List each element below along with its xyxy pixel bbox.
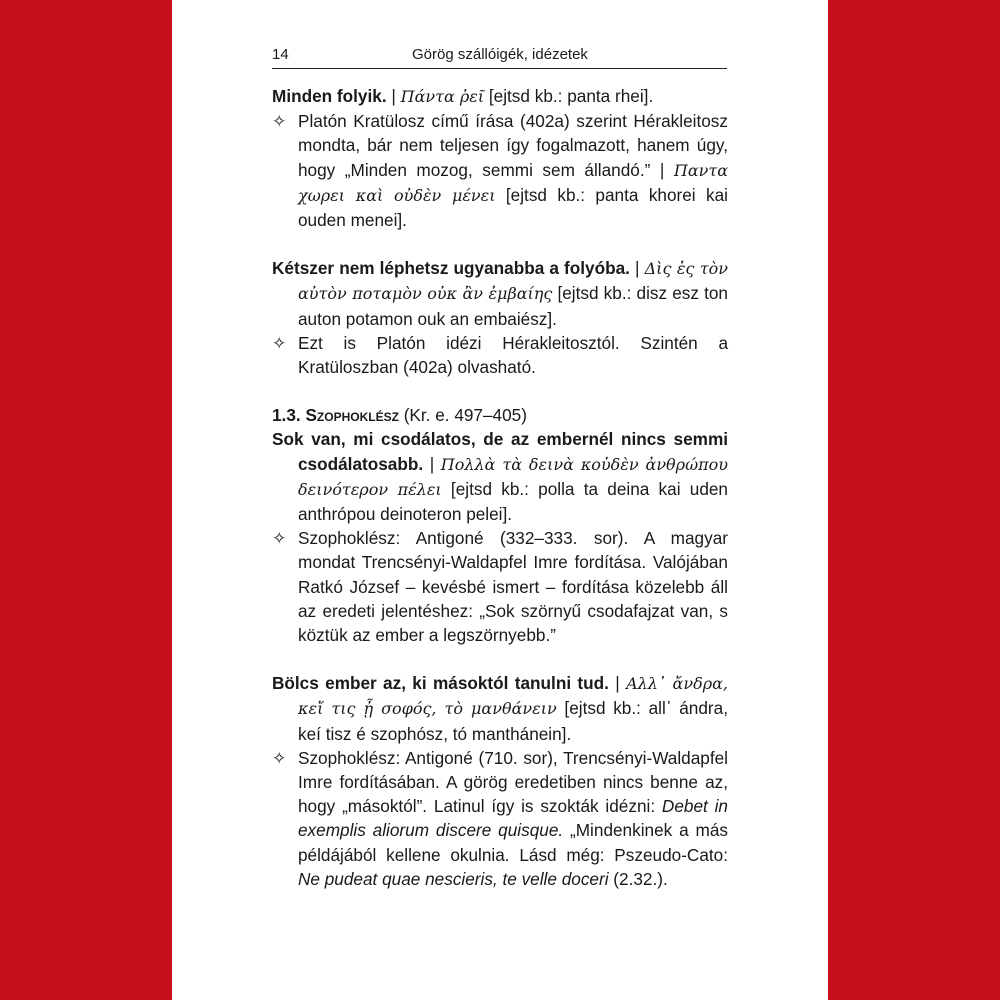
quote-headword: Kétszer nem léphetsz ugyanabba a folyóba. bbox=[272, 258, 630, 279]
note: ✧ Szophoklész: Antigoné (710. sor), Trencsényi-Waldapfel Imre fordításában. A görög eredetiben nincs benne az, hogy „másoktól”. Latinul így is szokták idézni: Debet in exemplis aliorum discere quisque. „Mindenkinek a más példájából kellene okulnia. Lásd még: Pszeudo-Cato: Ne pudeat quae nescieris, te velle doceri (2.32.). bbox=[272, 747, 728, 889]
entry-ketszer: Kétszer nem léphetsz ugyanabba a folyóba. | Δὶς ἐς τὸν αὐτὸν ποταμὸν οὐκ ἂν ἐμβαίης [ejtsd kb.: disz esz ton auton potamon ouk an embaiész]. ✧ Ezt is Platón idézi Hérakleitosztól. Szintén a Kratüloszban (402a) olvasható. bbox=[272, 256, 728, 379]
entry-bolcs-ember: Bölcs ember az, ki másoktól tanulni tud. | Αλλ᾽ ἄνδρα, κεἴ τις ᾖ σοφός, τὸ μανθάνειν [ejtsd kb.: all᾽ ándra, keí tisz é szophósz, tó manthánein]. ✧ Szophoklész: Antigoné (710. sor), Trencsényi-Waldapfel Imre fordításában. A görög eredetiben nincs benne az, hogy „másoktól”. Latinul így is szokták idézni: Debet in exemplis aliorum discere quisque. „Mindenkinek a más példájából kellene okulnia. Lásd még: Pszeudo-Cato: Ne pudeat quae nescieris, te velle doceri (2.32.). bbox=[272, 671, 728, 891]
greek-text: Αλλ᾽ ἄνδρα, κεἴ τις ᾖ σοφός, τὸ μανθάνειν bbox=[298, 674, 729, 719]
sparkle-icon: ✧ bbox=[272, 747, 287, 768]
transliteration: [ejtsd kb.: disz esz ton auton potamon ouk an embaiész]. bbox=[298, 283, 728, 329]
quote-headword: Bölcs ember az, ki másoktól tanulni tud. bbox=[272, 673, 609, 694]
book-page bbox=[172, 0, 828, 1000]
quote-headword: Sok van, mi csodálatos, de az embernél nincs semmi csodálatosabb. bbox=[272, 429, 728, 474]
greek-text: Πολλὰ τὰ δεινὰ κοὐδὲν ἀνθρώπου δεινότερον πέλει bbox=[298, 454, 728, 499]
quote-headword: Minden folyik. bbox=[272, 86, 387, 106]
page-content bbox=[272, 84, 728, 915]
running-head bbox=[272, 46, 727, 69]
page-number: 14 bbox=[272, 46, 289, 63]
section-heading: 1.3. Szophoklész (Kr. e. 497–405) bbox=[272, 405, 527, 426]
transliteration: [ejtsd kb.: panta rhei]. bbox=[484, 86, 654, 106]
transliteration: [ejtsd kb.: polla ta deina kai uden anthrópou deinoteron pelei]. bbox=[298, 478, 728, 525]
note: ✧ Szophoklész: Antigoné (332–333. sor). A magyar mondat Trencsényi-Waldapfel Imre fordítása. Valójában Ratkó József – kevésbé ismert – fordítása közelebb áll az eredeti jelentéshez: „Sok szörnyű csodafajzat van, s köztük az ember a legszörnyebb.” bbox=[272, 528, 728, 646]
greek-text: Πάντα ῥεῖ bbox=[400, 87, 485, 106]
greek-text: Δὶς ἐς τὸν αὐτὸν ποταμὸν οὐκ ἂν ἐμβαίης bbox=[298, 259, 728, 304]
sparkle-icon: ✧ bbox=[272, 528, 287, 549]
transliteration: [ejtsd kb.: all᾽ ándra, keí tisz é szophósz, tó manthánein]. bbox=[298, 698, 728, 744]
sparkle-icon: ✧ bbox=[272, 332, 287, 353]
note: ✧ Ezt is Platón idézi Hérakleitosztól. Szintén a Kratüloszban (402a) olvasható. bbox=[272, 332, 728, 378]
sparkle-icon: ✧ bbox=[272, 111, 287, 132]
entry-minden-folyik: Minden folyik. | Πάντα ῥεῖ [ejtsd kb.: panta rhei]. ✧ Platón Kratülosz című írása (402a) szerint Hérakleitosz mondta, bár nem teljesen így fogalmazott, hanem úgy, hogy „Minden mozog, semmi sem állandó.” | Παντα χωρει καὶ οὐδὲν μένει [ejtsd kb.: panta khorei kai ouden menei]. bbox=[272, 84, 728, 232]
entry-sok-van: Sok van, mi csodálatos, de az embernél nincs semmi csodálatosabb. | Πολλὰ τὰ δεινὰ κοὐδὲν ἀνθρώπου δεινότερον πέλει [ejtsd kb.: polla ta deina kai uden anthrópou deinoteron pelei]. ✧ Szophoklész: Antigoné (332–333. sor). A magyar mondat Trencsényi-Waldapfel Imre fordítása. Valójában Ratkó József – kevésbé ismert – fordítása közelebb áll az eredeti jelentéshez: „Sok szörnyű csodafajzat van, s köztük az ember a legszörnyebb.” bbox=[272, 427, 728, 647]
running-title: Görög szállóigék, idézetek bbox=[412, 46, 588, 63]
note: ✧ Platón Kratülosz című írása (402a) szerint Hérakleitosz mondta, bár nem teljesen így fogalmazott, hanem úgy, hogy „Minden mozog, semmi sem állandó.” | Παντα χωρει καὶ οὐδὲν μένει [ejtsd kb.: panta khorei kai ouden menei]. bbox=[272, 111, 728, 231]
